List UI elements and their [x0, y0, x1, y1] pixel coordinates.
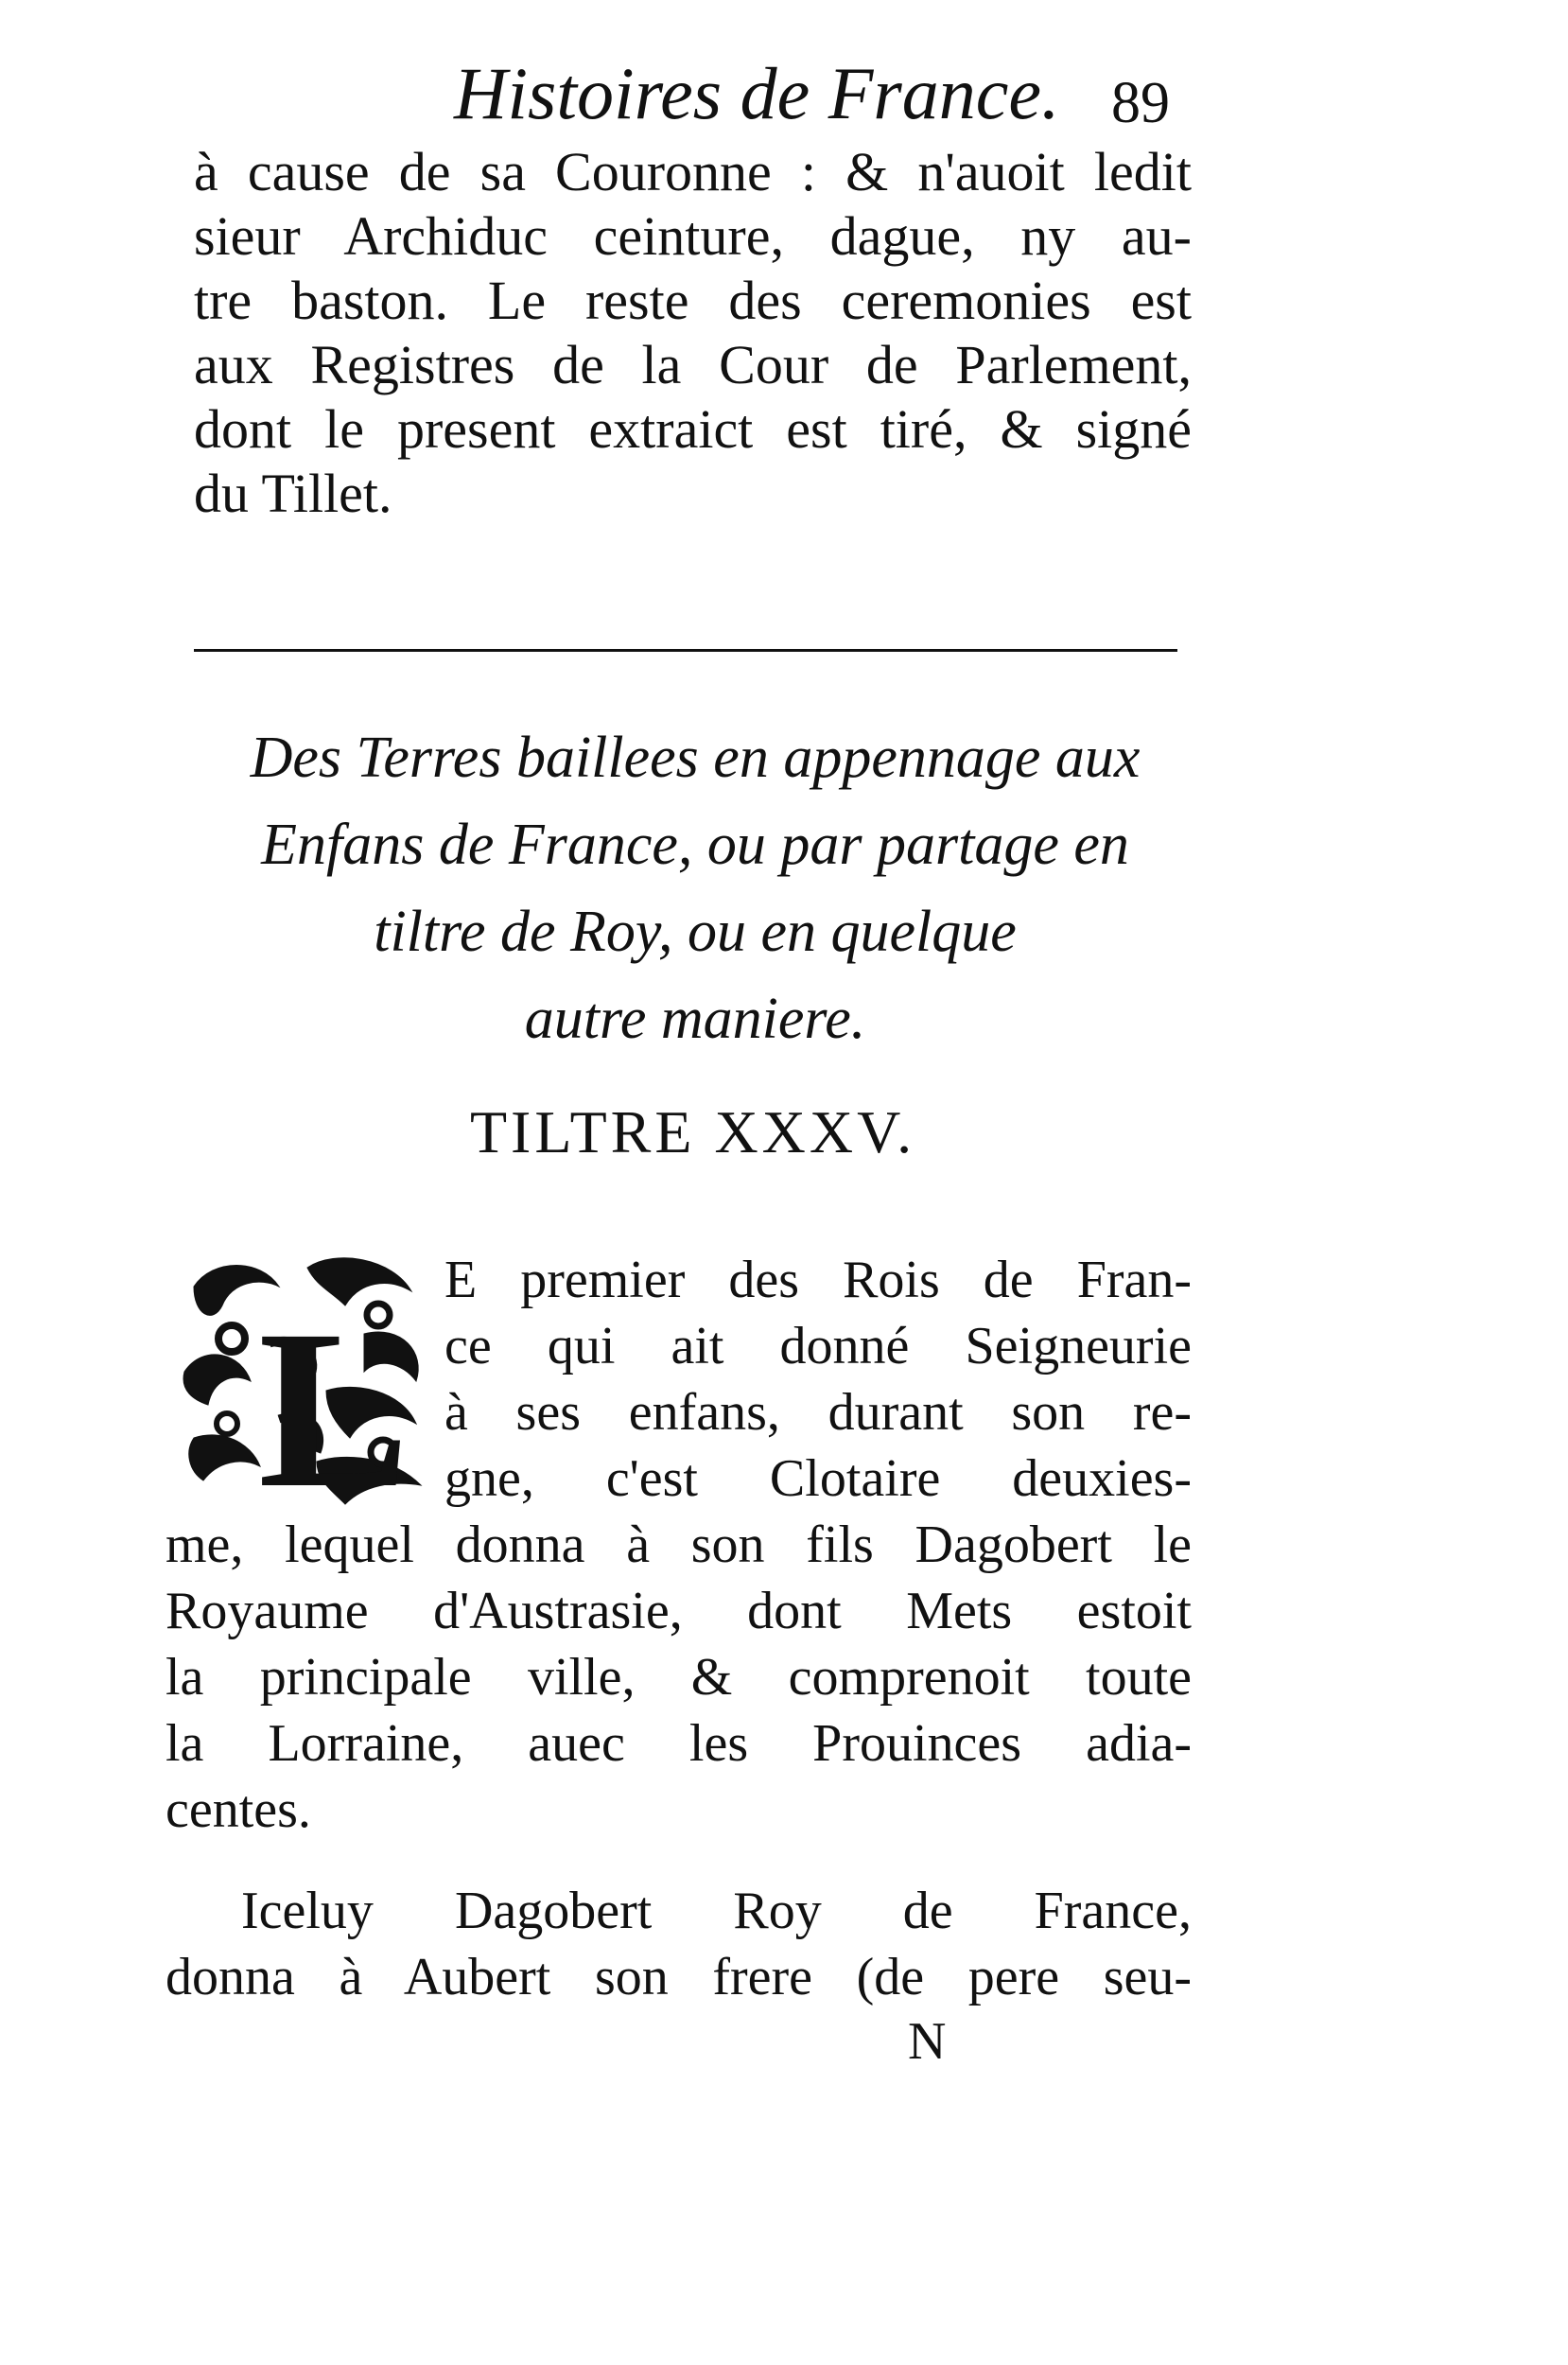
first-paragraph-indented — [444, 1247, 1192, 1512]
first-paragraph-continued — [166, 1512, 1192, 1843]
second-paragraph — [166, 1878, 1192, 2010]
text-line: aux Registres de la Cour de Parlement, — [194, 334, 1192, 395]
top-paragraph — [194, 140, 1192, 526]
section-heading — [161, 714, 1229, 1062]
text-line: sieur Archiduc ceinture, dague, ny au- — [194, 205, 1192, 267]
heading-line: Enfans de France, ou par partage en — [261, 813, 1129, 877]
heading-line: Des Terres baillees en appennage aux — [250, 726, 1141, 790]
text-line: du Tillet. — [194, 463, 392, 524]
page-number: 89 — [1111, 71, 1170, 135]
text-line: à ses enfans, durant son re- — [444, 1383, 1192, 1442]
text-line: la principale ville, & comprenoit toute — [166, 1648, 1192, 1707]
title-number: TILTRE XXXV. — [469, 1098, 916, 1165]
text-line: la Lorraine, auec les Prouinces adia- — [166, 1714, 1192, 1773]
text-line: Iceluy Dagobert Roy de France, — [241, 1882, 1192, 1940]
text-line: à cause de sa Couronne : & n'auoit ledit — [194, 141, 1192, 202]
text-line: dont le present extraict est tiré, & signé — [194, 398, 1192, 460]
heading-line: autre maniere. — [524, 987, 866, 1051]
drop-cap-letter: L — [258, 1283, 410, 1509]
text-line: tre baston. Le reste des ceremonies est — [194, 270, 1192, 331]
horizontal-rule — [194, 649, 1177, 652]
drop-cap-initial — [175, 1249, 430, 1509]
running-head-title: Histoires de France. — [454, 52, 1060, 134]
text-line: gne, c'est Clotaire deuxies- — [444, 1449, 1192, 1508]
text-line: E premier des Rois de Fran- — [444, 1251, 1192, 1309]
text-line: centes. — [166, 1780, 311, 1839]
text-line: donna à Aubert son frere (de pere seu- — [166, 1948, 1192, 2006]
text-line: ce qui ait donné Seigneurie — [444, 1317, 1192, 1375]
text-line: Royaume d'Austrasie, dont Mets estoit — [166, 1582, 1192, 1640]
signature-mark: N — [908, 2012, 947, 2071]
heading-line: tiltre de Roy, ou en quelque — [374, 900, 1017, 964]
text-line: me, lequel donna à son fils Dagobert le — [166, 1515, 1192, 1574]
